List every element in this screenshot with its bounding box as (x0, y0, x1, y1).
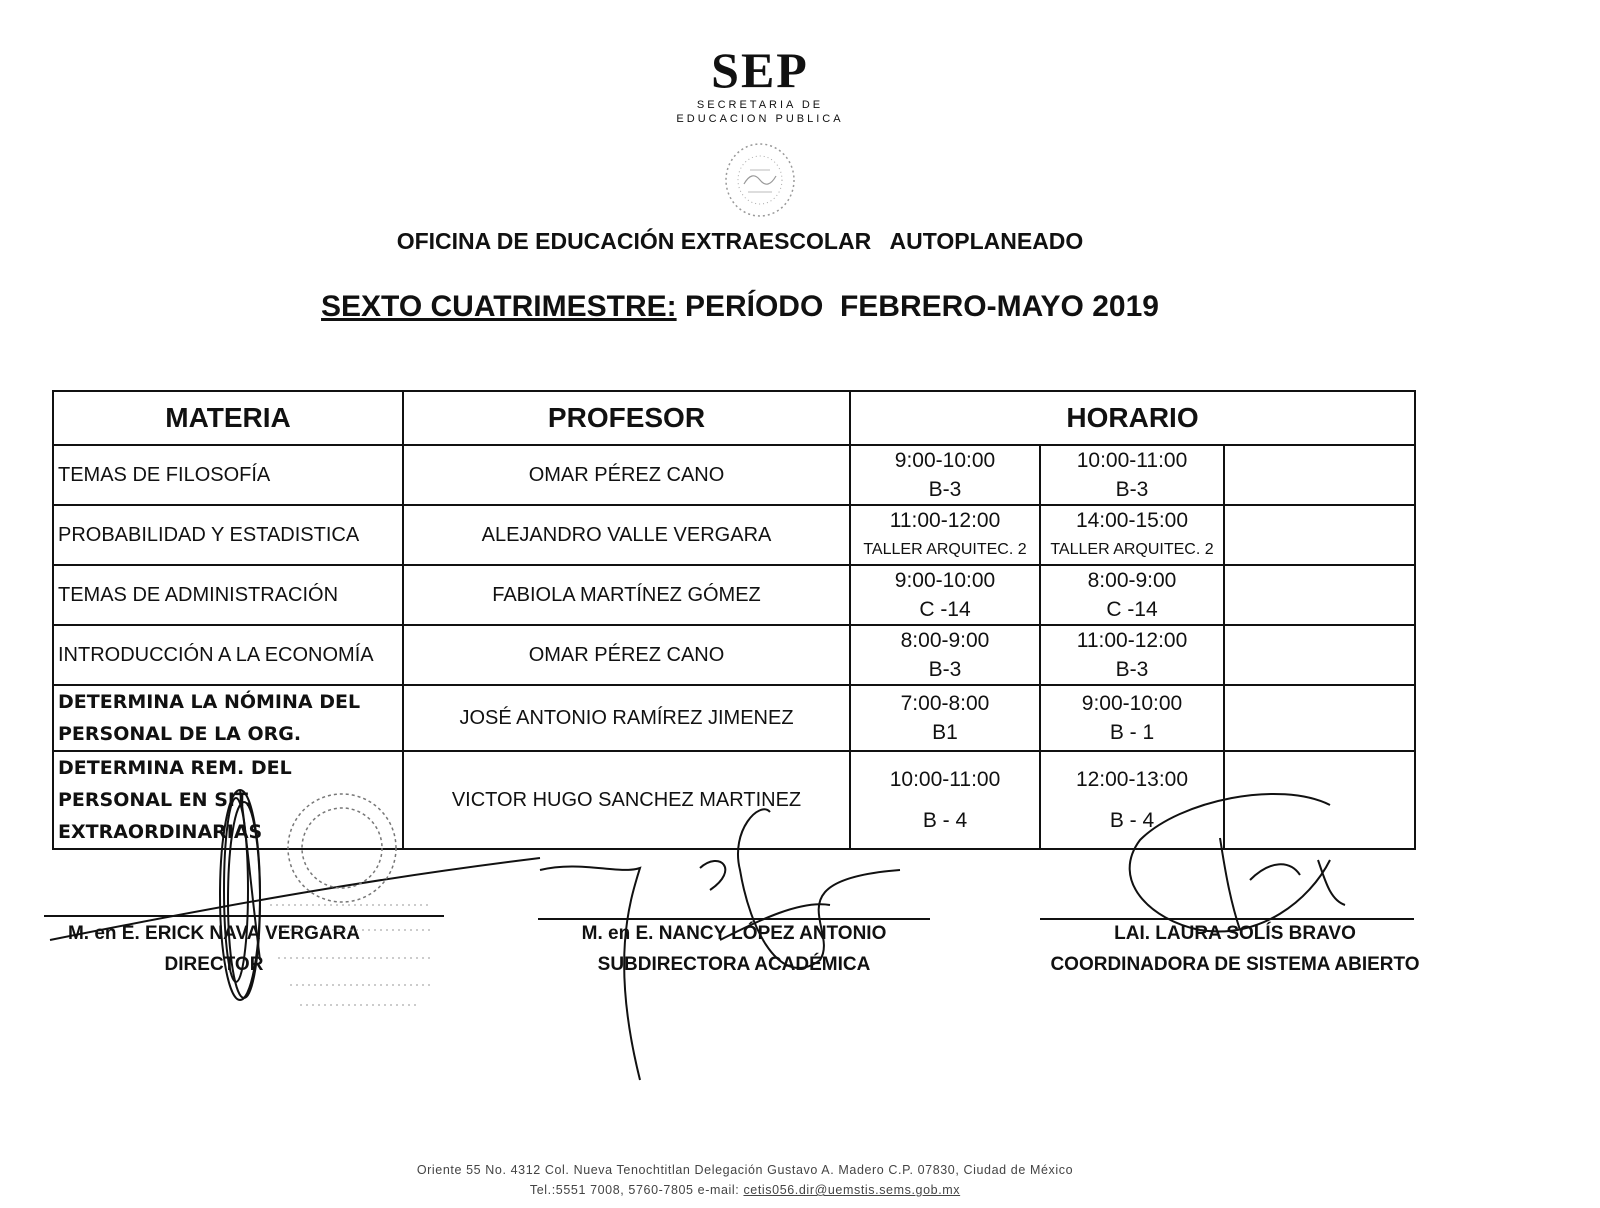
slot-1-cell (850, 445, 1040, 505)
materia-cell (53, 685, 403, 751)
empty-cell (1224, 565, 1415, 625)
footer-phones: Tel.:5551 7008, 5760-7805 e-mail: (529, 1183, 744, 1197)
slot-time: 11:00-12:00 (1076, 629, 1188, 652)
slot-time: 10:00-11:00 (889, 768, 1001, 791)
signer-name: LAI. LAURA SOLÍS BRAVO (1114, 923, 1356, 944)
slot-1-cell (850, 565, 1040, 625)
slot-2-cell (1040, 685, 1224, 751)
table-row (53, 505, 1415, 565)
national-seal-icon (722, 140, 798, 220)
slot-time: 9:00-10:00 (1081, 692, 1183, 715)
empty-cell (1224, 445, 1415, 505)
materia-line: EXTRAORDINARIAS (58, 821, 263, 843)
slot-time: 9:00-10:00 (894, 449, 996, 472)
header-materia: MATERIA (53, 391, 403, 445)
slot-2-cell (1040, 445, 1224, 505)
materia-line: PERSONAL EN SIT. (58, 789, 253, 811)
materia-cell (53, 751, 403, 849)
schedule-table (52, 390, 1416, 850)
slot-room: B - 4 (922, 809, 968, 832)
slot-room: B1 (932, 721, 958, 744)
period-title (0, 290, 1480, 324)
signer-name: M. en E. ERICK NAVA VERGARA (67, 923, 361, 944)
signature-coordinadora (1030, 918, 1440, 980)
materia-line: DETERMINA LA NÓMINA DEL (58, 691, 361, 713)
slot-room: B-3 (928, 478, 962, 501)
table-row (53, 565, 1415, 625)
period-label: SEXTO CUATRIMESTRE: (321, 290, 677, 323)
slot-1-cell (850, 751, 1040, 849)
signature-director (44, 918, 384, 980)
footer-address (0, 1160, 1490, 1200)
materia-line: DETERMINA REM. DEL (58, 757, 292, 779)
slot-2-cell (1040, 751, 1224, 849)
sep-logo-text: SEP (711, 42, 809, 98)
materia-cell: PROBABILIDAD Y ESTADISTICA (53, 505, 403, 565)
slot-room: B - 4 (1109, 809, 1155, 832)
slot-room: C -14 (1106, 598, 1158, 621)
slot-time: 12:00-13:00 (1075, 768, 1189, 791)
slot-room: TALLER ARQUITEC. 2 (1050, 541, 1214, 558)
slot-2-cell (1040, 625, 1224, 685)
signer-role: DIRECTOR (164, 954, 264, 975)
profesor-cell: JOSÉ ANTONIO RAMÍREZ JIMENEZ (403, 685, 850, 751)
footer-line-address: Oriente 55 No. 4312 Col. Nueva Tenochtitlan Delegación Gustavo A. Madero C.P. 07830, Ciudad de México (416, 1163, 1074, 1177)
footer-email-link[interactable]: cetis056.dir@uemstis.sems.gob.mx (743, 1183, 961, 1197)
table-row (53, 685, 1415, 751)
slot-room: B-3 (928, 658, 962, 681)
slot-room: C -14 (919, 598, 971, 621)
header-profesor: PROFESOR (403, 391, 850, 445)
slot-room: TALLER ARQUITEC. 2 (863, 541, 1027, 558)
profesor-cell: ALEJANDRO VALLE VERGARA (403, 505, 850, 565)
period-dates: PERÍODO FEBRERO-MAYO 2019 (676, 290, 1159, 323)
profesor-cell: OMAR PÉREZ CANO (403, 625, 850, 685)
signer-role: COORDINADORA DE SISTEMA ABIERTO (1050, 954, 1420, 975)
empty-cell (1224, 751, 1415, 849)
slot-2-cell (1040, 505, 1224, 565)
materia-cell: TEMAS DE FILOSOFÍA (53, 445, 403, 505)
profesor-cell: OMAR PÉREZ CANO (403, 445, 850, 505)
slot-time: 10:00-11:00 (1076, 449, 1188, 472)
empty-cell (1224, 625, 1415, 685)
header-horario: HORARIO (850, 391, 1415, 445)
table-row (53, 625, 1415, 685)
slot-room: B - 1 (1109, 721, 1155, 744)
table-row (53, 445, 1415, 505)
signer-role: SUBDIRECTORA ACADÉMICA (597, 954, 871, 975)
sep-logo-subtitle-1: SECRETARIA DE (696, 99, 824, 111)
slot-1-cell (850, 685, 1040, 751)
slot-room: B-3 (1115, 658, 1149, 681)
slot-time: 8:00-9:00 (1087, 569, 1177, 592)
signer-name: M. en E. NANCY LÓPEZ ANTONIO (581, 923, 887, 944)
empty-cell (1224, 505, 1415, 565)
table-row (53, 751, 1415, 849)
sep-logo (660, 42, 860, 126)
slot-time: 9:00-10:00 (894, 569, 996, 592)
empty-cell (1224, 685, 1415, 751)
slot-time: 14:00-15:00 (1075, 509, 1189, 532)
slot-1-cell (850, 625, 1040, 685)
materia-line: PERSONAL DE LA ORG. (58, 723, 302, 745)
signature-line-director (44, 915, 444, 917)
materia-cell: INTRODUCCIÓN A LA ECONOMÍA (53, 625, 403, 685)
slot-2-cell (1040, 565, 1224, 625)
profesor-cell: VICTOR HUGO SANCHEZ MARTINEZ (403, 751, 850, 849)
table-header-row (53, 391, 1415, 445)
signature-subdirectora (538, 918, 930, 980)
slot-1-cell (850, 505, 1040, 565)
slot-time: 11:00-12:00 (889, 509, 1001, 532)
materia-cell: TEMAS DE ADMINISTRACIÓN (53, 565, 403, 625)
slot-room: B-3 (1115, 478, 1149, 501)
office-title: OFICINA DE EDUCACIÓN EXTRAESCOLAR AUTOPLANEADO (396, 228, 1084, 254)
footer-line-contact (0, 1180, 1490, 1200)
slot-time: 7:00-8:00 (900, 692, 990, 715)
profesor-cell: FABIOLA MARTÍNEZ GÓMEZ (403, 565, 850, 625)
sep-logo-subtitle-2: EDUCACION PUBLICA (676, 113, 844, 125)
slot-time: 8:00-9:00 (900, 629, 990, 652)
